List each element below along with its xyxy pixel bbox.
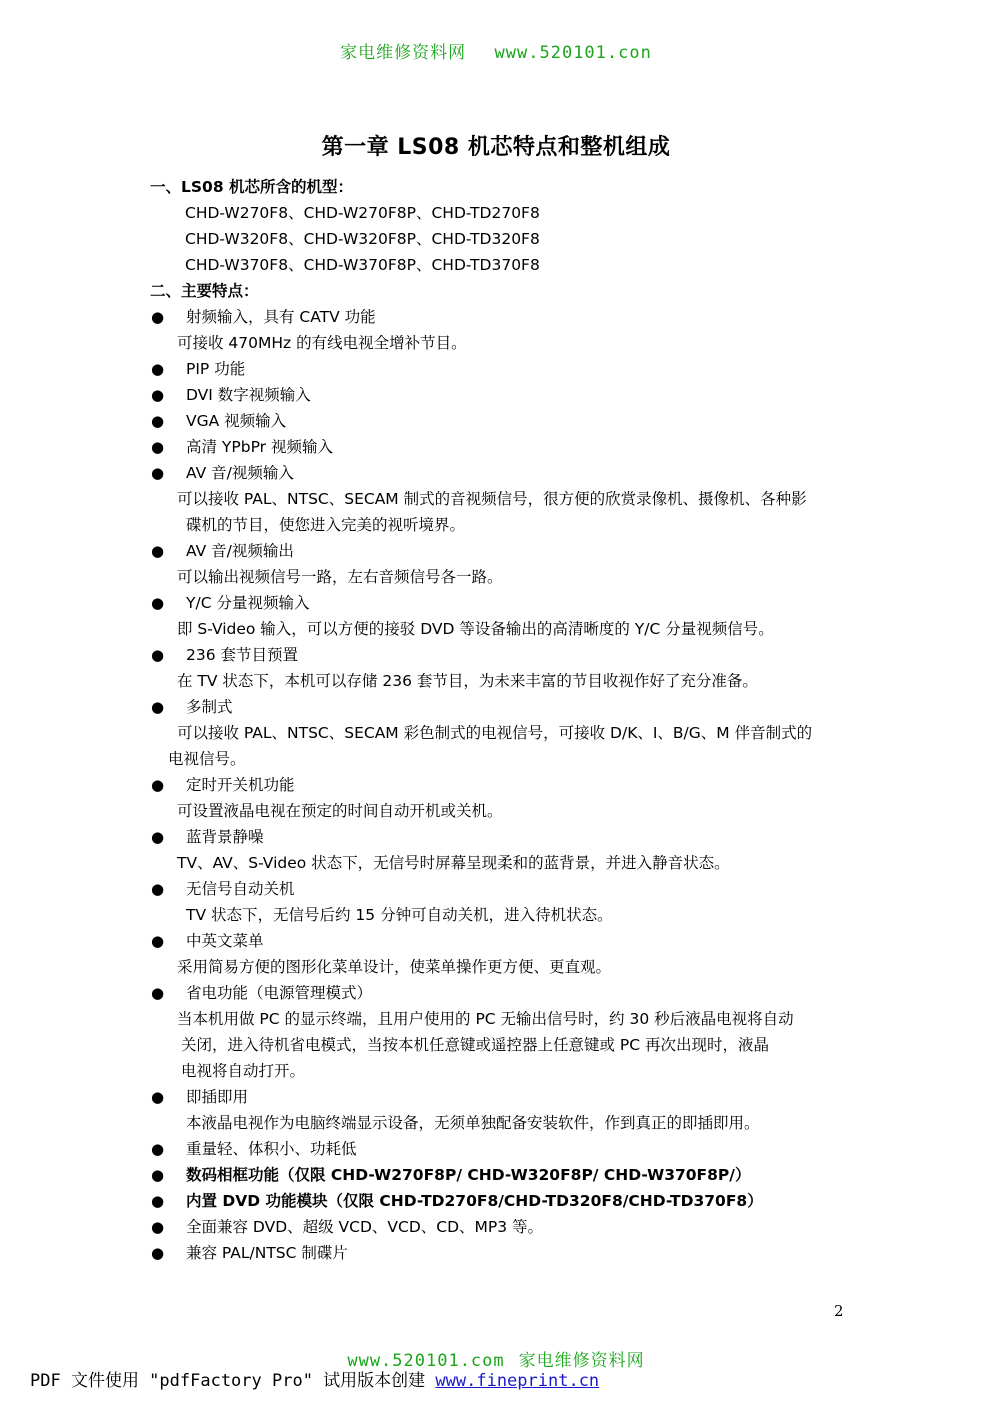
bullet-icon: ●: [151, 360, 165, 378]
bullet-icon: ●: [151, 1088, 165, 1106]
feature-title: VGA 视频输入: [186, 412, 287, 430]
feature-desc: 当本机用做 PC 的显示终端，且用户使用的 PC 无输出信号时，约 30 秒后液晶电视将自动: [177, 1010, 794, 1028]
feature-title: 兼容 PAL/NTSC 制碟片: [186, 1244, 348, 1262]
feature-desc: 可接收 470MHz 的有线电视全增补节目。: [177, 334, 467, 352]
feature-title: AV 音/视频输出: [186, 542, 294, 560]
feature-desc: 在 TV 状态下，本机可以存储 236 套节目，为未来丰富的节目收视作好了充分准备。: [177, 672, 758, 690]
feature-title: Y/C 分量视频输入: [186, 594, 310, 612]
pdf-footer-link[interactable]: www.fineprint.cn: [435, 1371, 600, 1391]
feature-desc: 本液晶电视作为电脑终端显示设备，无须单独配备安装软件，作到真正的即插即用。: [186, 1114, 760, 1132]
model-line: CHD-W270F8、CHD-W270F8P、CHD-TD270F8: [185, 204, 540, 222]
bullet-icon: ●: [151, 984, 165, 1002]
feature-title: 内置 DVD 功能模块（仅限 CHD-TD270F8/CHD-TD320F8/CHD-TD370F8）: [186, 1192, 763, 1210]
feature-desc: 关闭，进入待机省电模式，当按本机任意键或遥控器上任意键或 PC 再次出现时，液晶: [181, 1036, 770, 1054]
feature-desc: 可以输出视频信号一路，左右音频信号各一路。: [177, 568, 503, 586]
bullet-icon: ●: [151, 594, 165, 612]
feature-desc: 碟机的节目，使您进入完美的视听境界。: [186, 516, 466, 534]
feature-title: PIP 功能: [186, 360, 246, 378]
feature-desc: 电视将自动打开。: [181, 1062, 306, 1080]
feature-title: 射频输入，具有 CATV 功能: [186, 308, 376, 326]
feature-title: 全面兼容 DVD、超级 VCD、VCD、CD、MP3 等。: [186, 1218, 544, 1236]
feature-title: 定时开关机功能: [186, 776, 295, 794]
feature-desc: 即 S-Video 输入，可以方便的接驳 DVD 等设备输出的高清晰度的 Y/C 分量视频信号。: [177, 620, 774, 638]
feature-title: 省电功能（电源管理模式）: [186, 984, 373, 1002]
feature-title: 多制式: [186, 698, 233, 716]
footer-site-name: 家电维修资料网: [518, 1351, 645, 1371]
bullet-icon: ●: [151, 1218, 165, 1236]
chapter-title: 第一章 LS08 机芯特点和整机组成: [321, 135, 671, 160]
page-number: 2: [834, 1302, 844, 1320]
model-line: CHD-W370F8、CHD-W370F8P、CHD-TD370F8: [185, 256, 540, 274]
bullet-icon: ●: [151, 1140, 165, 1158]
bullet-icon: ●: [151, 828, 165, 846]
feature-desc: 电视信号。: [168, 750, 246, 768]
bullet-icon: ●: [151, 438, 165, 456]
feature-desc: 采用简易方便的图形化菜单设计，使菜单操作更方便、更直观。: [177, 958, 612, 976]
feature-title: AV 音/视频输入: [186, 464, 294, 482]
section2-heading: 二、主要特点：: [150, 282, 259, 300]
feature-title: 数码相框功能（仅限 CHD-W270F8P/ CHD-W320F8P/ CHD-W370F8P/）: [186, 1166, 751, 1184]
feature-title: 重量轻、体积小、功耗低: [186, 1140, 357, 1158]
page-header: [0, 38, 992, 63]
section1-heading: 一、LS08 机芯所含的机型：: [150, 178, 354, 196]
feature-desc: 可以接收 PAL、NTSC、SECAM 制式的音视频信号，很方便的欣赏录像机、摄像机、各种影: [177, 490, 807, 508]
bullet-icon: ●: [151, 646, 165, 664]
bullet-icon: ●: [151, 1244, 165, 1262]
feature-title: DVI 数字视频输入: [186, 386, 311, 404]
feature-title: 中英文菜单: [186, 932, 264, 950]
bullet-icon: ●: [151, 1192, 165, 1210]
bullet-icon: ●: [151, 386, 165, 404]
feature-desc: TV 状态下，无信号后约 15 分钟可自动关机，进入待机状态。: [186, 906, 613, 924]
feature-desc: 可设置液晶电视在预定的时间自动开机或关机。: [177, 802, 503, 820]
header-site-url[interactable]: www.520101.con: [494, 43, 652, 63]
feature-title: 236 套节目预置: [186, 646, 299, 664]
bullet-icon: ●: [151, 776, 165, 794]
pdf-footer-text: PDF 文件使用 "pdfFactory Pro" 试用版本创建: [30, 1371, 436, 1391]
bullet-icon: ●: [151, 464, 165, 482]
header-site-name: 家电维修资料网: [340, 43, 467, 63]
bullet-icon: ●: [151, 1166, 165, 1184]
bullet-icon: ●: [151, 698, 165, 716]
feature-desc: 可以接收 PAL、NTSC、SECAM 彩色制式的电视信号，可接收 D/K、I、B/G、M 伴音制式的: [177, 724, 813, 742]
bullet-icon: ●: [151, 880, 165, 898]
pdf-footer: [30, 1366, 599, 1391]
feature-desc: TV、AV、S-Video 状态下，无信号时屏幕呈现柔和的蓝背景，并进入静音状态。: [177, 854, 730, 872]
model-line: CHD-W320F8、CHD-W320F8P、CHD-TD320F8: [185, 230, 540, 248]
bullet-icon: ●: [151, 542, 165, 560]
feature-title: 蓝背景静噪: [186, 828, 264, 846]
feature-title: 高清 YPbPr 视频输入: [186, 438, 333, 456]
bullet-icon: ●: [151, 932, 165, 950]
footer-site-url[interactable]: www.520101.com: [347, 1351, 505, 1371]
bullet-icon: ●: [151, 308, 165, 326]
feature-title: 即插即用: [186, 1088, 249, 1106]
bullet-icon: ●: [151, 412, 165, 430]
feature-title: 无信号自动关机: [186, 880, 295, 898]
